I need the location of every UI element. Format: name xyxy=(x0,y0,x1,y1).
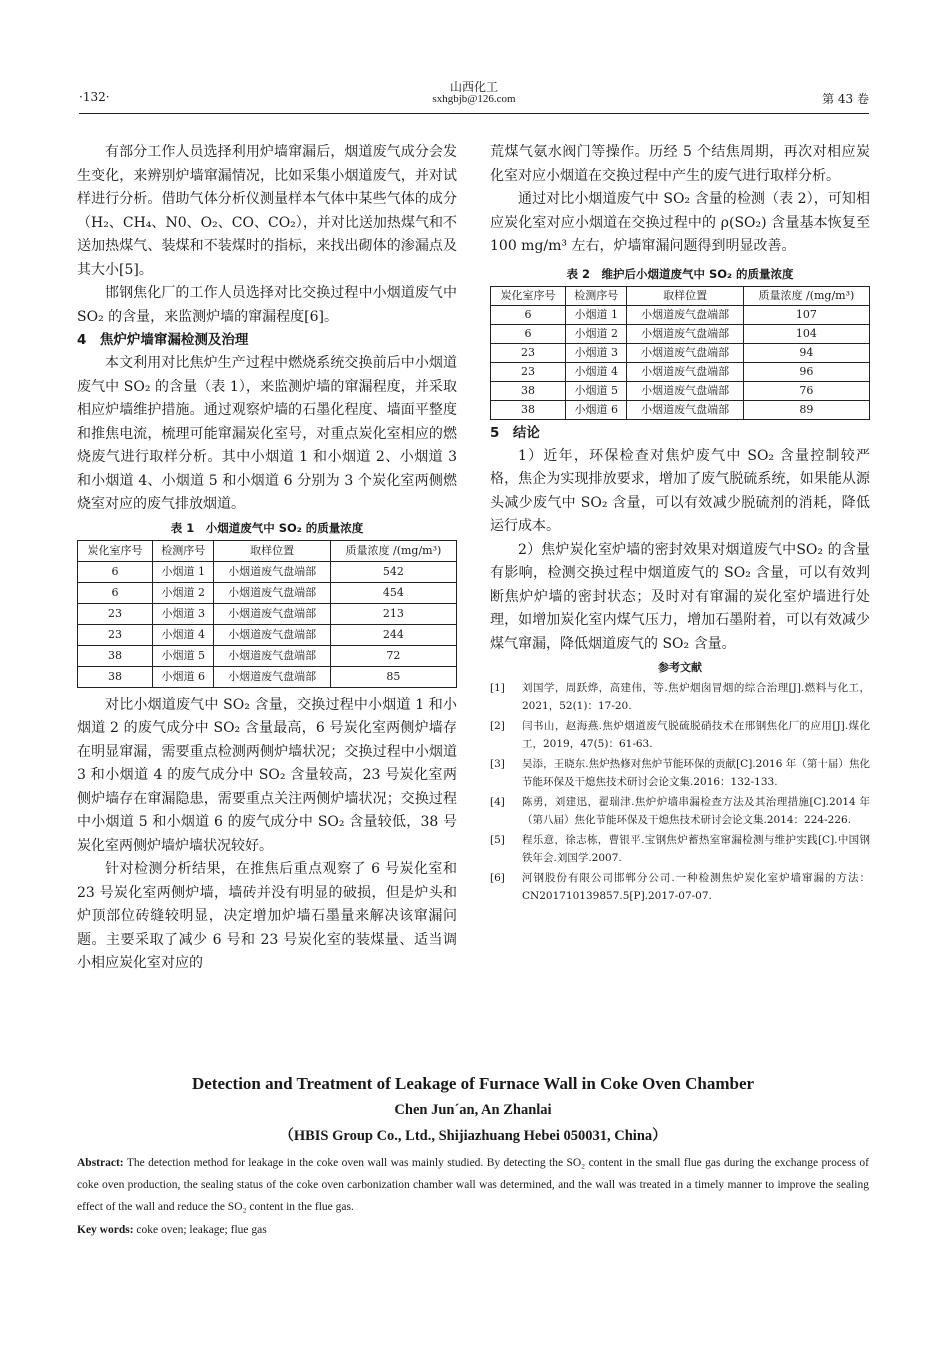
reference-item xyxy=(490,717,870,753)
page-number: ·132· xyxy=(79,90,110,104)
abstract-label: Abstract: xyxy=(77,1157,124,1169)
table-row xyxy=(78,666,457,687)
table-cell: 小烟道 6 xyxy=(153,666,214,687)
reference-item xyxy=(490,869,870,905)
reference-number: [4] xyxy=(490,796,505,808)
table-cell: 244 xyxy=(330,624,456,645)
section-heading-5: 5 结论 xyxy=(490,424,540,441)
english-authors: Chen Jun´an, An Zhanlai xyxy=(394,1102,552,1118)
table-cell: 23 xyxy=(491,362,566,381)
table-row xyxy=(491,305,870,324)
table-cell: 小烟道废气盘端部 xyxy=(627,324,743,343)
table-cell: 小烟道 6 xyxy=(566,400,627,419)
header-cell: 炭化室序号 xyxy=(78,540,153,561)
table-2 xyxy=(490,286,870,420)
table-cell: 6 xyxy=(491,305,566,324)
table-1 xyxy=(77,540,457,688)
table-1-caption: 表 1 小烟道废气中 SO₂ 的质量浓度 xyxy=(170,520,364,535)
table-row xyxy=(78,582,457,603)
table-cell: 23 xyxy=(78,624,153,645)
header-cell: 检测序号 xyxy=(153,540,214,561)
table-cell: 小烟道 3 xyxy=(566,343,627,362)
paragraph: 邯钢焦化厂的工作人员选择对比交换过程中小烟道废气中 SO₂ 的含量，来监测炉墙的窜漏程度[6]。 xyxy=(77,285,457,325)
table-cell: 23 xyxy=(491,343,566,362)
paragraph: 本文利用对比焦炉生产过程中燃烧系统交换前后中小烟道废气中 SO₂ 的含量（表 1），来监测炉墙的窜漏程度，并采取相应炉墙维护措施。通过观察炉墙的石墨化程度、墙面平整度和推焦电流，梳理可能窜漏炭化室号，对重点炭化室相应的燃烧废气进行取样分析。其中小烟道 1 和小烟道 2、小烟道 3 和小烟道 4、小烟道 5 和小烟道 6 分别为 3 个炭化室两侧燃烧室对应的废气排放烟道。 xyxy=(77,355,457,512)
reference-number: [3] xyxy=(490,758,505,770)
table-header-row xyxy=(491,286,870,305)
reference-number: [1] xyxy=(490,682,505,694)
table-cell: 6 xyxy=(78,561,153,582)
reference-item xyxy=(490,831,870,867)
reference-item xyxy=(490,793,870,829)
english-abstract xyxy=(77,1152,869,1218)
table-row xyxy=(491,343,870,362)
table-header-row xyxy=(78,540,457,561)
keywords-text: coke oven; leakage; flue gas xyxy=(136,1224,267,1236)
keywords-label: Key words: xyxy=(77,1224,134,1236)
references-heading: 参考文献 xyxy=(658,661,702,674)
abstract-text: The detection method for leakage in the coke oven wall was mainly studied. By detecting the SO₂ content in the small flue gas during the exchange process of coke oven production, the sealing status of the coke oven carbonization chamber wall was determined, and the wall was treated in a timely manner to improve the sealing effect of the wall and reduce the SO₂ content in the flue gas. xyxy=(77,1157,870,1213)
english-title: Detection and Treatment of Leakage of Furnace Wall in Coke Oven Chamber xyxy=(191,1074,755,1093)
table-cell: 小烟道废气盘端部 xyxy=(627,400,743,419)
table-cell: 小烟道 4 xyxy=(153,624,214,645)
journal-email: sxhgbjb@126.com xyxy=(432,93,516,105)
table-cell: 96 xyxy=(743,362,869,381)
table-cell: 小烟道 5 xyxy=(566,381,627,400)
table-row xyxy=(78,624,457,645)
reference-number: [6] xyxy=(490,872,505,884)
english-keywords xyxy=(77,1219,869,1241)
header-rule xyxy=(79,113,869,114)
table-cell: 38 xyxy=(491,400,566,419)
right-column xyxy=(490,141,870,907)
header-cell: 取样位置 xyxy=(627,286,743,305)
english-abstract-block xyxy=(77,1072,869,1241)
reference-text: 刘国学，周跃烨，高建伟，等.焦炉烟囱冒烟的综合治理[J].燃料与化工，2021，52(1)：17-20. xyxy=(522,682,870,712)
table-cell: 小烟道废气盘端部 xyxy=(214,582,330,603)
table-row xyxy=(78,645,457,666)
header-cell: 质量浓度 /(mg/m³) xyxy=(743,286,869,305)
page-header xyxy=(79,76,869,116)
reference-item xyxy=(490,755,870,791)
table-row xyxy=(78,561,457,582)
table-cell: 小烟道 1 xyxy=(153,561,214,582)
table-cell: 72 xyxy=(330,645,456,666)
table-cell: 23 xyxy=(78,603,153,624)
reference-text: 河钢股份有限公司邯郸分公司.一种检测焦炉炭化室炉墙窜漏的方法：CN201710139857.5[P].2017-07-07. xyxy=(522,872,870,902)
header-cell: 取样位置 xyxy=(214,540,330,561)
reference-text: 陈勇，刘建迅，翟瑞津.焦炉炉墙串漏检查方法及其治理措施[C].2014 年（第八届）焦化节能环保及干熄焦技术研讨会论文集.2014：224-226. xyxy=(522,796,870,826)
paragraph: 对比小烟道废气中 SO₂ 含量，交换过程中小烟道 1 和小烟道 2 的废气成分中 SO₂ 含量最高，6 号炭化室两侧炉墙存在明显窜漏，需要重点检测两侧炉墙状况；交换过程中小烟道 3 和小烟道 4 的废气成分中 SO₂ 含量较高，23 号炭化室两侧炉墙存在窜漏隐患，需要重点关注两侧炉墙状况；交换过程中小烟道 5 和小烟道 6 的废气成分中 SO₂ 含量较低，38 号炭化室两侧炉墙炉墙状况较好。 xyxy=(77,696,457,854)
table-cell: 小烟道废气盘端部 xyxy=(214,603,330,624)
paragraph: 2）焦炉炭化室炉墙的密封效果对烟道废气中SO₂ 的含量有影响，检测交换过程中烟道废气的 SO₂ 含量，可以有效判断焦炉炉墙的密封状态；及时对有窜漏的炭化室炉墙进行处理，如增加炭化室内煤气压力，增加石墨附着，可以有效减少煤气窜漏，降低烟道废气的 SO₂ 含量。 xyxy=(490,541,870,652)
table-cell: 6 xyxy=(78,582,153,603)
table-cell: 小烟道 4 xyxy=(566,362,627,381)
table-cell: 38 xyxy=(78,666,153,687)
reference-item xyxy=(490,679,870,715)
table-cell: 38 xyxy=(491,381,566,400)
table-cell: 454 xyxy=(330,582,456,603)
header-cell: 检测序号 xyxy=(566,286,627,305)
table-cell: 小烟道废气盘端部 xyxy=(214,624,330,645)
table-cell: 94 xyxy=(743,343,869,362)
table-cell: 小烟道 2 xyxy=(566,324,627,343)
table-row xyxy=(491,324,870,343)
reference-text: 程乐意，徐志栋，曹银平.宝钢焦炉蓄热室窜漏检测与维护实践[C].中国钢铁年会.刘国学.2007. xyxy=(522,834,870,864)
left-column xyxy=(77,141,457,976)
paragraph: 针对检测分析结果，在推焦后重点观察了 6 号炭化室和 23 号炭化室两侧炉墙，墙砖并没有明显的破损，但是炉头和炉顶部位砖缝较明显，决定增加炉墙石墨量来解决该窜漏问题。主要采取了减少 6 号和 23 号炭化室的装煤量、适当调小相应炭化室对应的 xyxy=(77,861,457,971)
table-cell: 104 xyxy=(743,324,869,343)
table-cell: 85 xyxy=(330,666,456,687)
table-row xyxy=(78,603,457,624)
table-cell: 小烟道废气盘端部 xyxy=(627,362,743,381)
table-cell: 小烟道废气盘端部 xyxy=(627,305,743,324)
paragraph: 1）近年，环保检查对焦炉废气中 SO₂ 含量控制较严格，焦企为实现排放要求，增加了废气脱硫系统，如果能从源头减少废气中 SO₂ 含量，可以有效减少脱硫剂的消耗，降低运行成本。 xyxy=(490,447,870,534)
paragraph: 通过对比小烟道废气中 SO₂ 含量的检测（表 2），可知相应炭化室对应小烟道在交换过程中的 ρ(SO₂) 含量基本恢复至 100 mg/m³ 左右，炉墙窜漏问题得到明显改善。 xyxy=(490,191,870,254)
paragraph: 有部分工作人员选择利用炉墙窜漏后，烟道废气成分会发生变化，来辨别炉墙窜漏情况，比如采集小烟道废气，并对试样进行分析。借助气体分析仪测量样本气体中某些气体的成分（H₂、CH₄、N0、O₂、CO、CO₂），并对比送加热煤气和不送加热煤气、装煤和不装煤时的指标，来找出砌体的渗漏点及其大小[5]。 xyxy=(77,144,457,278)
table-cell: 小烟道 2 xyxy=(153,582,214,603)
section-heading-4: 4 焦炉炉墙窜漏检测及治理 xyxy=(77,332,249,348)
table-2-caption: 表 2 维护后小烟道废气中 SO₂ 的质量浓度 xyxy=(566,266,794,281)
reference-text: 闫书山，赵海燕.焦炉烟道废气脱硫脱硝技术在邢钢焦化厂的应用[J].煤化工，2019，47(5)：61-63. xyxy=(522,720,870,750)
volume-label: 第 43 卷 xyxy=(822,92,869,106)
table-cell: 6 xyxy=(491,324,566,343)
table-cell: 小烟道废气盘端部 xyxy=(214,645,330,666)
table-cell: 小烟道 5 xyxy=(153,645,214,666)
table-row xyxy=(491,400,870,419)
table-cell: 小烟道废气盘端部 xyxy=(627,381,743,400)
table-cell: 小烟道 1 xyxy=(566,305,627,324)
reference-number: [2] xyxy=(490,720,505,732)
table-cell: 89 xyxy=(743,400,869,419)
paragraph: 荒煤气氨水阀门等操作。历经 5 个结焦周期，再次对相应炭化室对应小烟道在交换过程中产生的废气进行取样分析。 xyxy=(490,144,870,184)
table-cell: 小烟道 3 xyxy=(153,603,214,624)
table-row xyxy=(491,381,870,400)
english-affiliation: （HBIS Group Co., Ltd., Shijiazhuang Hebei 050031, China） xyxy=(279,1128,667,1144)
table-cell: 小烟道废气盘端部 xyxy=(214,561,330,582)
reference-text: 吴添，王晓东.焦炉热修对焦炉节能环保的贡献[C].2016 年（第十届）焦化节能环保及干熄焦技术研讨会论文集.2016：132-133. xyxy=(522,758,870,788)
table-cell: 107 xyxy=(743,305,869,324)
header-cell: 炭化室序号 xyxy=(491,286,566,305)
table-cell: 38 xyxy=(78,645,153,666)
table-cell: 小烟道废气盘端部 xyxy=(627,343,743,362)
table-row xyxy=(491,362,870,381)
journal-name: 山西化工 xyxy=(449,80,498,94)
table-cell: 213 xyxy=(330,603,456,624)
table-cell: 542 xyxy=(330,561,456,582)
header-cell: 质量浓度 /(mg/m³) xyxy=(330,540,456,561)
reference-number: [5] xyxy=(490,834,505,846)
table-cell: 小烟道废气盘端部 xyxy=(214,666,330,687)
table-cell: 76 xyxy=(743,381,869,400)
